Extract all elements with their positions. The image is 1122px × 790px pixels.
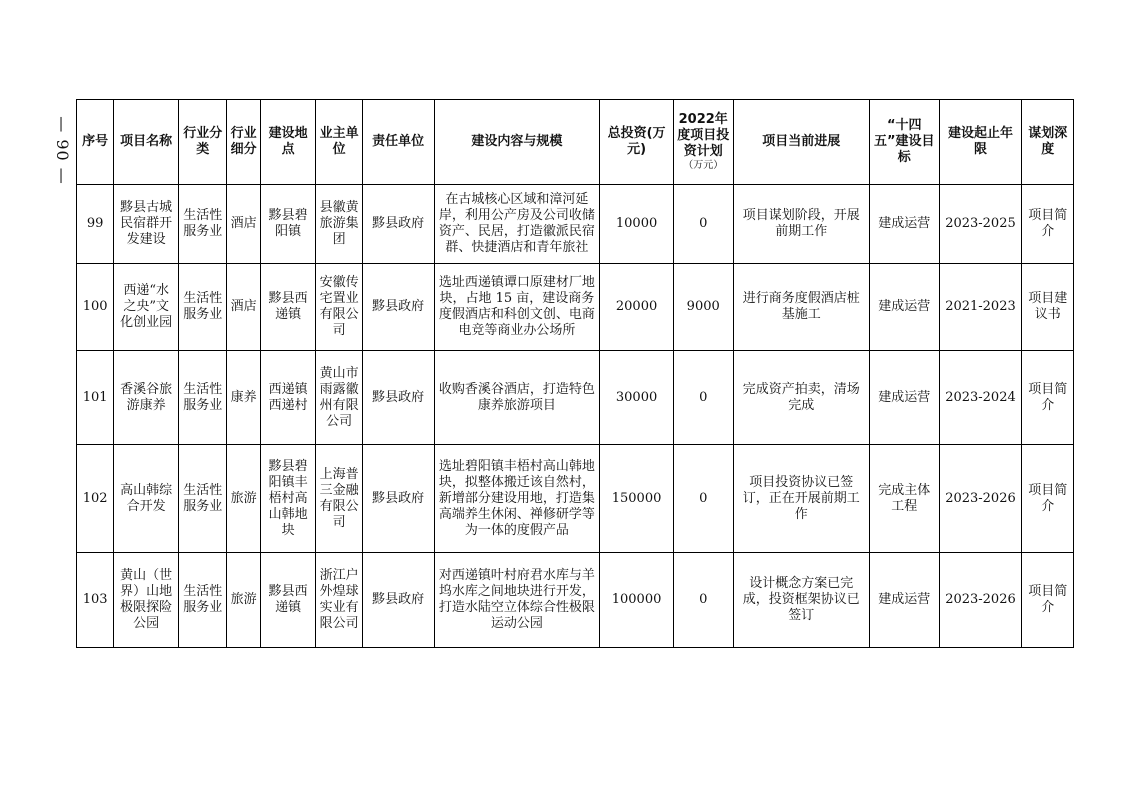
cell-name: 西递“水之央”文化创业园 xyxy=(114,264,179,351)
cell-total: 100000 xyxy=(600,553,674,648)
header-resp: 责任单位 xyxy=(362,100,434,185)
header-owner: 业主单位 xyxy=(316,100,362,185)
cell-progress: 设计概念方案已完成，投资框架协议已签订 xyxy=(733,553,869,648)
cell-period: 2023-2025 xyxy=(939,185,1022,264)
cell-owner: 安徽传宅置业有限公司 xyxy=(316,264,362,351)
cell-industry: 生活性服务业 xyxy=(179,185,227,264)
header-total: 总投资(万元) xyxy=(600,100,674,185)
cell-depth: 项目简介 xyxy=(1022,553,1074,648)
header-row xyxy=(77,100,1074,185)
cell-sub: 旅游 xyxy=(227,445,260,553)
cell-plan: 0 xyxy=(673,445,733,553)
header-plan-unit: （万元） xyxy=(683,160,724,171)
cell-depth: 项目简介 xyxy=(1022,445,1074,553)
cell-period: 2021-2023 xyxy=(939,264,1022,351)
table-row xyxy=(77,553,1074,648)
table-row xyxy=(77,264,1074,351)
header-location: 建设地点 xyxy=(260,100,316,185)
cell-name: 高山韩综合开发 xyxy=(114,445,179,553)
header-industry: 行业分类 xyxy=(179,100,227,185)
cell-progress: 项目谋划阶段，开展前期工作 xyxy=(733,185,869,264)
cell-seq: 101 xyxy=(77,351,114,445)
cell-location: 黟县碧阳镇 xyxy=(260,185,316,264)
cell-goal: 建成运营 xyxy=(869,553,939,648)
cell-goal: 建成运营 xyxy=(869,351,939,445)
table-row xyxy=(77,445,1074,553)
cell-resp: 黟县政府 xyxy=(362,264,434,351)
cell-depth: 项目简介 xyxy=(1022,185,1074,264)
cell-location: 黟县西递镇 xyxy=(260,553,316,648)
table-row xyxy=(77,185,1074,264)
cell-sub: 康养 xyxy=(227,351,260,445)
cell-content: 对西递镇叶村府君水库与羊坞水库之间地块进行开发，打造水陆空立体综合性极限运动公园 xyxy=(434,553,600,648)
cell-seq: 100 xyxy=(77,264,114,351)
cell-industry: 生活性服务业 xyxy=(179,351,227,445)
header-depth: 谋划深度 xyxy=(1022,100,1074,185)
header-plan-label: 2022年度项目投资计划 xyxy=(677,112,730,159)
cell-content: 在古城核心区域和漳河延岸，利用公产房及公司收储资产、民居，打造徽派民宿群、快捷酒店和青年旅社 xyxy=(434,185,600,264)
cell-plan: 0 xyxy=(673,553,733,648)
cell-industry: 生活性服务业 xyxy=(179,553,227,648)
cell-owner: 上海普三金融有限公司 xyxy=(316,445,362,553)
cell-content: 选址碧阳镇丰梧村高山韩地块，拟整体搬迁该自然村，新增部分建设用地，打造集高端养生休闲、禅修研学等为一体的度假产品 xyxy=(434,445,600,553)
cell-owner: 县徽黄旅游集团 xyxy=(316,185,362,264)
cell-content: 收购香溪谷酒店，打造特色康养旅游项目 xyxy=(434,351,600,445)
cell-progress: 项目投资协议已签订，正在开展前期工作 xyxy=(733,445,869,553)
cell-sub: 酒店 xyxy=(227,185,260,264)
cell-period: 2023-2026 xyxy=(939,445,1022,553)
header-period: 建设起止年限 xyxy=(939,100,1022,185)
header-progress: 项目当前进展 xyxy=(733,100,869,185)
page-number xyxy=(48,100,76,200)
cell-seq: 102 xyxy=(77,445,114,553)
cell-location: 黟县碧阳镇丰梧村高山韩地块 xyxy=(260,445,316,553)
cell-total: 30000 xyxy=(600,351,674,445)
header-sub: 行业细分 xyxy=(227,100,260,185)
cell-sub: 旅游 xyxy=(227,553,260,648)
cell-progress: 进行商务度假酒店桩基施工 xyxy=(733,264,869,351)
cell-period: 2023-2026 xyxy=(939,553,1022,648)
header-content: 建设内容与规模 xyxy=(434,100,600,185)
cell-name: 香溪谷旅游康养 xyxy=(114,351,179,445)
cell-location: 黟县西递镇 xyxy=(260,264,316,351)
cell-industry: 生活性服务业 xyxy=(179,264,227,351)
project-table xyxy=(76,99,1074,648)
cell-resp: 黟县政府 xyxy=(362,445,434,553)
cell-total: 10000 xyxy=(600,185,674,264)
cell-total: 150000 xyxy=(600,445,674,553)
cell-resp: 黟县政府 xyxy=(362,351,434,445)
cell-goal: 完成主体工程 xyxy=(869,445,939,553)
cell-total: 20000 xyxy=(600,264,674,351)
cell-name: 黄山（世界）山地极限探险公园 xyxy=(114,553,179,648)
cell-resp: 黟县政府 xyxy=(362,553,434,648)
header-seq: 序号 xyxy=(77,100,114,185)
cell-industry: 生活性服务业 xyxy=(179,445,227,553)
cell-goal: 建成运营 xyxy=(869,264,939,351)
cell-name: 黟县古城民宿群开发建设 xyxy=(114,185,179,264)
cell-plan: 0 xyxy=(673,185,733,264)
header-goal: “十四五”建设目标 xyxy=(869,100,939,185)
cell-seq: 99 xyxy=(77,185,114,264)
cell-goal: 建成运营 xyxy=(869,185,939,264)
cell-progress: 完成资产拍卖，清场完成 xyxy=(733,351,869,445)
cell-location: 西递镇西递村 xyxy=(260,351,316,445)
cell-plan: 0 xyxy=(673,351,733,445)
cell-seq: 103 xyxy=(77,553,114,648)
cell-owner: 黄山市雨露徽州有限公司 xyxy=(316,351,362,445)
cell-depth: 项目简介 xyxy=(1022,351,1074,445)
cell-period: 2023-2024 xyxy=(939,351,1022,445)
cell-owner: 浙江户外煌球实业有限公司 xyxy=(316,553,362,648)
cell-content: 选址西递镇谭口原建材厂地块，占地 15 亩，建设商务度假酒店和科创文创、电商电竞等商业办公场所 xyxy=(434,264,600,351)
header-plan xyxy=(673,100,733,185)
cell-depth: 项目建议书 xyxy=(1022,264,1074,351)
cell-plan: 9000 xyxy=(673,264,733,351)
cell-sub: 酒店 xyxy=(227,264,260,351)
cell-resp: 黟县政府 xyxy=(362,185,434,264)
table-row xyxy=(77,351,1074,445)
page-number-text: — 90 — xyxy=(52,115,72,185)
header-name: 项目名称 xyxy=(114,100,179,185)
